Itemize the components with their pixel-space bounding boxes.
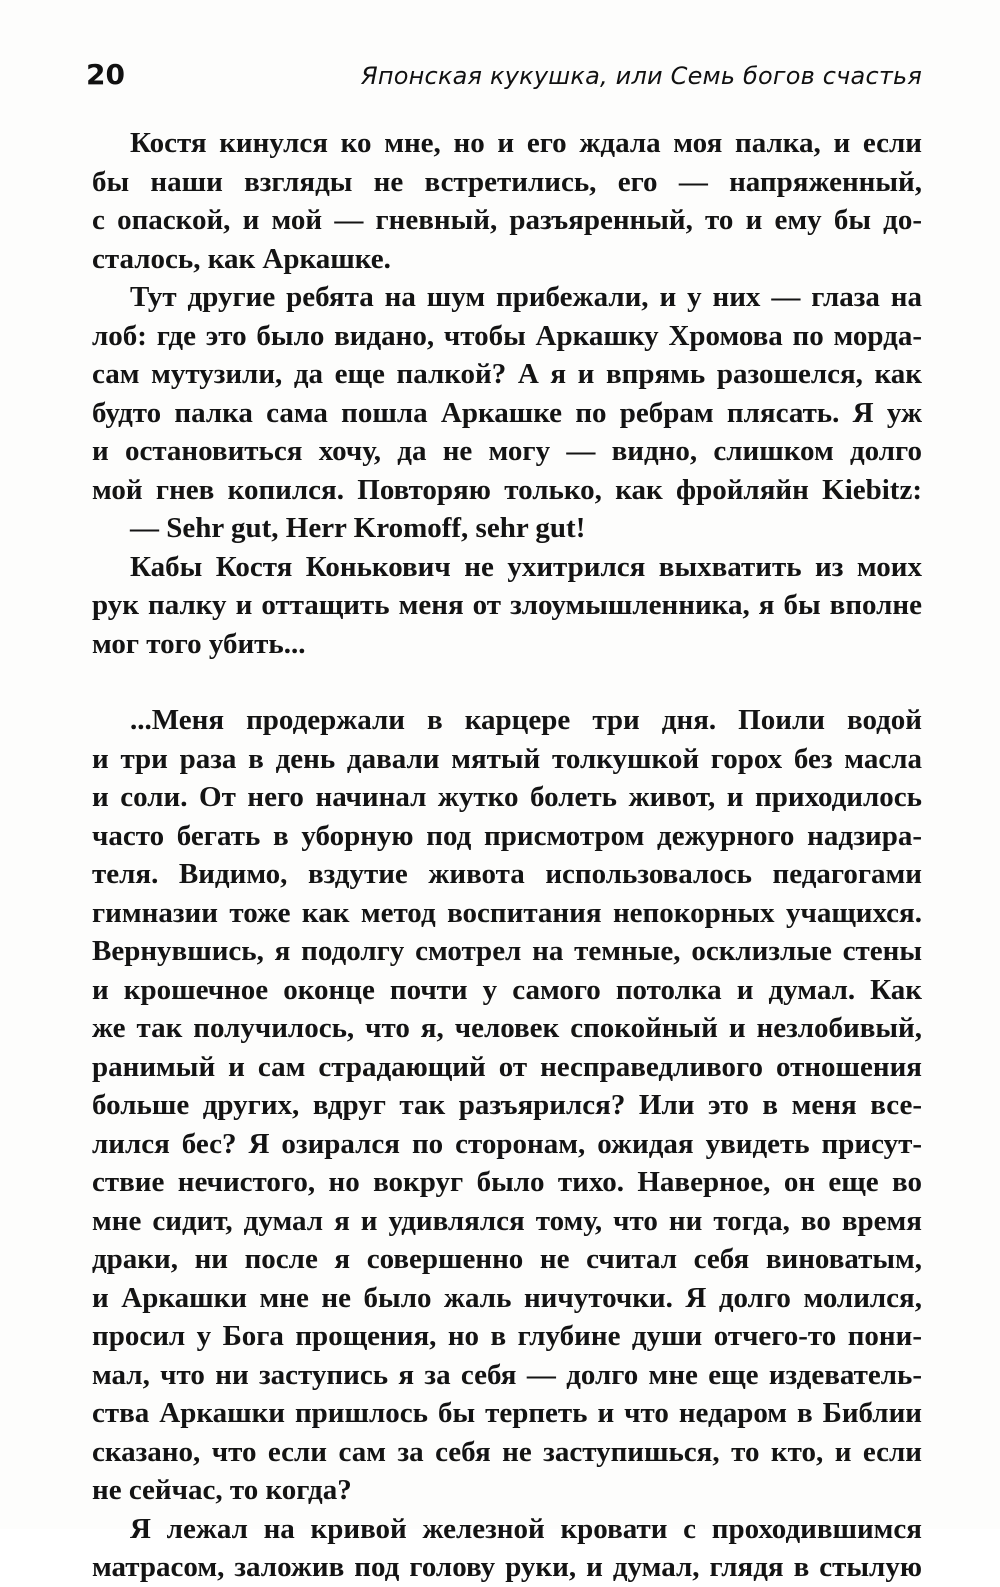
text-line: матрасом, заложив под голову руки, и думал, глядя в стылую <box>92 1551 922 1583</box>
text-line: Тут другие ребята на шум прибежали, и у них — глаза на <box>130 281 922 313</box>
section-break <box>92 663 922 701</box>
text-line: лоб: где это было видано, чтобы Аркашку Хромова по морда- <box>92 319 922 352</box>
text-line: мог того убить... <box>92 627 306 660</box>
text-line: мой гнев копился. Повторяю только, как фройляйн Kiebitz: <box>92 473 922 506</box>
text-line: теля. Видимо, вздутие живота использовалось педагогами <box>92 858 922 890</box>
text-line: ...Меня продержали в карцере три дня. Поили водой <box>130 704 922 736</box>
text-line: и остановиться хочу, да не могу — видно, слишком долго <box>92 435 922 467</box>
text-line: бы наши взгляды не встретились, его — напряженный, <box>92 165 922 198</box>
text-line: и Аркашки мне не было жаль ничуточки. Я долго молился, <box>92 1281 922 1314</box>
text-line: Я лежал на кривой железной кровати с проходившимся <box>130 1512 922 1545</box>
text-line: часто бегать в уборную под присмотром дежурного надзира- <box>92 819 922 852</box>
text-line: не сейчас, то когда? <box>92 1474 352 1506</box>
text-line: сталось, как Аркашке. <box>92 242 391 275</box>
paragraph <box>92 278 922 509</box>
text-line: лился бес? Я озирался по сторонам, ожидая увидеть присут- <box>92 1127 922 1160</box>
text-line: же так получилось, что я, человек спокойный и незлобивый, <box>92 1012 922 1044</box>
text-line: и три раза в день давали мятый толкушкой горох без масла <box>92 742 922 775</box>
text-line: будто палка сама пошла Аркашке по ребрам плясать. Я уж <box>92 396 922 429</box>
paragraph <box>92 701 922 1510</box>
text-line: ства Аркашки пришлось бы терпеть и что недаром в Библии <box>92 1397 922 1429</box>
running-title: Японская кукушка, или Семь богов счастья <box>361 62 922 90</box>
text-line: просил у Бога прощения, но в глубине души отчего-то пони- <box>92 1320 922 1352</box>
text-line: мне сидит, думал я и удивлялся тому, что ни тогда, во время <box>92 1204 922 1237</box>
paragraph <box>92 124 922 278</box>
text-line: и крошечное оконце почти у самого потолка и думал. Как <box>92 973 922 1006</box>
text-line: Вернувшись, я подолгу смотрел на темные, осклизлые стены <box>92 935 922 967</box>
text-line: сам мутузили, да еще палкой? А я и впрямь разошелся, как <box>92 358 922 390</box>
dialogue-paragraph <box>92 509 922 548</box>
paragraph <box>92 548 922 664</box>
text-line: гимназии тоже как метод воспитания непокорных учащихся. <box>92 896 922 929</box>
text-line: с опаской, и мой — гневный, разъяренный, то и ему бы до- <box>92 204 922 236</box>
text-line: Костя кинулся ко мне, но и его ждала моя палка, и если <box>130 127 922 159</box>
text-line: драки, ни после я совершенно не считал себя виноватым, <box>92 1243 922 1275</box>
text-line: рук палку и оттащить меня от злоумышленника, я бы вполне <box>92 589 922 621</box>
text-line: и соли. От него начинал жутко болеть живот, и приходилось <box>92 781 922 813</box>
text-line: — Sehr gut, Herr Kromoff, sehr gut! <box>130 512 586 544</box>
text-line: сказано, что если сам за себя не заступишься, то кто, и если <box>92 1435 922 1468</box>
body-text <box>92 124 922 1587</box>
paragraph <box>92 1510 922 1587</box>
page-number: 20 <box>86 58 125 91</box>
text-line: мал, что ни заступись я за себя — долго мне еще издеватель- <box>92 1358 922 1391</box>
text-line: ранимый и сам страдающий от несправедливого отношения <box>92 1050 922 1083</box>
text-line: больше других, вдруг так разъярился? Или это в меня все- <box>92 1089 922 1121</box>
page-header <box>86 58 922 98</box>
text-line: ствие нечистого, но вокруг было тихо. Наверное, он еще во <box>92 1166 922 1198</box>
text-line: Кабы Костя Конькович не ухитрился выхватить из моих <box>130 550 922 583</box>
